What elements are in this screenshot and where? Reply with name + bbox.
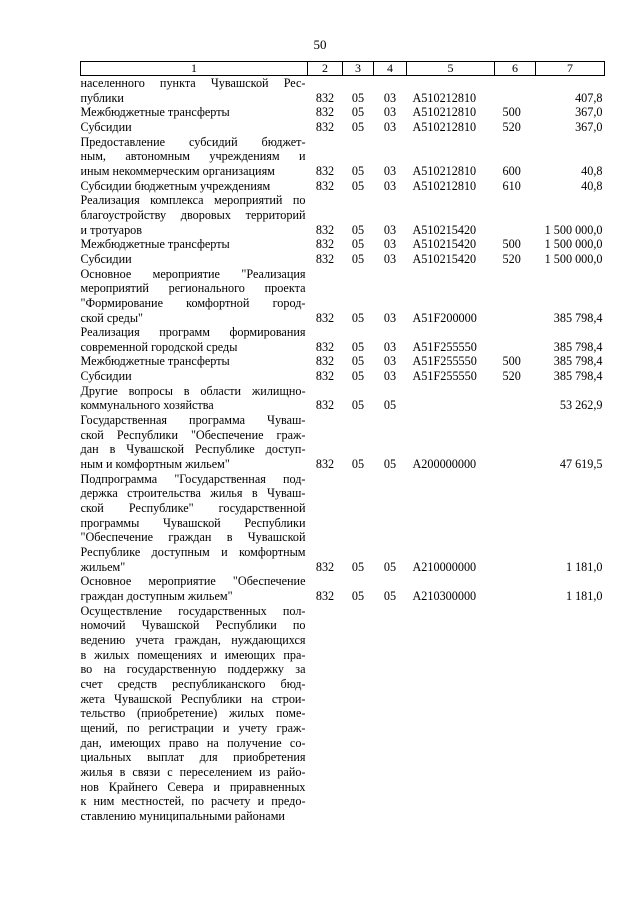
table-row xyxy=(81,574,605,603)
subsection-code: 05 xyxy=(383,457,397,472)
row-name-line: граждан доступным жильем" xyxy=(80,588,233,603)
row-name-line: жилья в связи с переселением из райо- xyxy=(80,764,306,779)
grbs-code: 832 xyxy=(315,559,335,574)
amount: 47 619,5 xyxy=(559,457,603,472)
target-article-code: A510212810 xyxy=(412,178,477,193)
target-article-code: A51F255550 xyxy=(412,354,477,369)
table-row xyxy=(81,193,605,237)
amount: 40,8 xyxy=(581,163,603,178)
target-article-code: A510212810 xyxy=(412,119,477,134)
row-name-line: Межбюджетные трансферты xyxy=(80,105,230,120)
budget-table xyxy=(80,61,605,823)
row-name xyxy=(81,384,308,413)
expense-type-code xyxy=(495,384,536,413)
column-header-3: 3 xyxy=(343,62,374,76)
row-name-line: Реализация комплекса мероприятий по xyxy=(80,193,306,208)
row-name xyxy=(81,252,308,267)
expense-type-code xyxy=(495,574,536,603)
row-name xyxy=(81,325,308,354)
row-name-line: Субсидии бюджетным учреждениям xyxy=(80,178,271,193)
target-article-code: A210000000 xyxy=(412,559,477,574)
row-name xyxy=(81,135,308,179)
grbs-code: 832 xyxy=(315,457,335,472)
expense-type-code: 600 xyxy=(502,163,521,178)
grbs-code: 832 xyxy=(315,369,335,384)
table-row xyxy=(81,354,605,369)
subsection-code: 03 xyxy=(383,310,397,325)
row-name xyxy=(81,604,308,824)
target-article-code: A51F200000 xyxy=(412,310,477,325)
grbs-code: 832 xyxy=(315,354,335,369)
amount: 1 181,0 xyxy=(565,588,603,603)
section-code: 05 xyxy=(351,251,365,266)
amount: 385 798,4 xyxy=(553,310,603,325)
table-row xyxy=(81,267,605,326)
row-name-line: ской среды" xyxy=(80,310,143,325)
row-name-line: жильем" xyxy=(80,559,126,574)
row-name-line: благоустройству дворовых территорий xyxy=(80,207,306,222)
expense-type-code xyxy=(495,413,536,472)
row-name-line: тельство (приобретение) жилых поме- xyxy=(80,706,306,721)
subsection-code: 03 xyxy=(383,237,397,252)
expense-type-code: 520 xyxy=(502,119,521,134)
page-number: 50 xyxy=(313,37,327,52)
row-name xyxy=(81,574,308,603)
subsection-code xyxy=(374,604,407,824)
section-code: 05 xyxy=(351,90,365,105)
amount: 1 500 000,0 xyxy=(544,222,603,237)
subsection-code: 03 xyxy=(383,339,397,354)
amount: 385 798,4 xyxy=(553,339,603,354)
table-row xyxy=(81,179,605,194)
grbs-code: 832 xyxy=(315,251,335,266)
expense-type-code: 520 xyxy=(502,251,521,266)
grbs-code: 832 xyxy=(315,339,335,354)
grbs-code: 832 xyxy=(315,90,335,105)
section-code: 05 xyxy=(351,163,365,178)
target-article-code xyxy=(407,384,495,413)
target-article-code: A510215420 xyxy=(412,237,477,252)
row-name-line: Республике доступным и комфортным xyxy=(80,545,306,559)
row-name-line: населенного пункта Чувашской Рес- xyxy=(80,76,306,90)
amount: 367,0 xyxy=(575,119,603,134)
amount xyxy=(536,604,605,824)
row-name-line: Межбюджетные трансферты xyxy=(80,354,230,369)
amount: 1 181,0 xyxy=(565,559,603,574)
section-code: 05 xyxy=(351,310,365,325)
row-name xyxy=(81,120,308,135)
subsection-code: 03 xyxy=(383,369,397,384)
target-article-code: A210300000 xyxy=(412,588,477,603)
target-article-code: A510212810 xyxy=(412,163,477,178)
row-name-line: держка строительства жилья в Чуваш- xyxy=(80,486,306,501)
subsection-code: 05 xyxy=(383,559,397,574)
section-code: 05 xyxy=(351,237,365,252)
expense-type-code: 610 xyxy=(502,178,521,193)
amount: 385 798,4 xyxy=(553,354,603,369)
amount: 407,8 xyxy=(575,90,603,105)
section-code: 05 xyxy=(351,119,365,134)
row-name-line: публики xyxy=(80,90,124,105)
row-name xyxy=(81,354,308,369)
row-name-line: Осуществление государственных пол- xyxy=(80,603,306,618)
row-name-line: Предоставление субсидий бюджет- xyxy=(80,134,306,149)
section-code: 05 xyxy=(351,369,365,384)
row-name-line: счет средств республиканского бюд- xyxy=(80,676,306,691)
row-name-line: дан, имеющих право на получение со- xyxy=(80,735,306,750)
section-code: 05 xyxy=(351,222,365,237)
row-name xyxy=(81,179,308,194)
expense-type-code: 500 xyxy=(502,237,521,252)
target-article-code: A200000000 xyxy=(412,457,477,472)
table-row xyxy=(81,369,605,384)
column-header-2: 2 xyxy=(308,62,343,76)
row-name-line: дан в Чувашской Республике доступ- xyxy=(80,442,306,457)
subsection-code: 03 xyxy=(383,222,397,237)
subsection-code: 03 xyxy=(383,251,397,266)
target-article-code xyxy=(407,604,495,824)
table-row xyxy=(81,120,605,135)
row-name-line: Субсидии xyxy=(80,251,132,266)
table-row xyxy=(81,135,605,179)
row-name-line: Государственная программа Чуваш- xyxy=(80,413,306,428)
row-name-line: ской Республике" государственной xyxy=(80,501,306,516)
section-code: 05 xyxy=(351,105,365,120)
subsection-code: 05 xyxy=(383,588,397,603)
table-row xyxy=(81,76,605,106)
row-name-line: Межбюджетные трансферты xyxy=(80,237,230,252)
row-name-line: к ним местностей, по расчету и предо- xyxy=(80,794,306,809)
row-name-line: ным и комфортным жильем" xyxy=(80,457,230,472)
row-name-line: "Формирование комфортной город- xyxy=(80,295,306,310)
subsection-code: 03 xyxy=(383,105,397,120)
expense-type-code xyxy=(495,604,536,824)
subsection-code: 03 xyxy=(383,90,397,105)
table-body xyxy=(81,76,605,824)
table-row xyxy=(81,252,605,267)
expense-type-code xyxy=(495,267,536,326)
subsection-code: 03 xyxy=(383,119,397,134)
amount: 367,0 xyxy=(575,105,603,120)
subsection-code: 03 xyxy=(383,354,397,369)
row-name-line: Субсидии xyxy=(80,119,132,134)
row-name-line: ставлению муниципальными районами xyxy=(80,808,285,823)
grbs-code: 832 xyxy=(315,163,335,178)
row-name-line: щений, по регистрации и учету граж- xyxy=(80,720,306,735)
section-code: 05 xyxy=(351,588,365,603)
target-article-code: A510212810 xyxy=(412,90,477,105)
row-name-line: Основное мероприятие "Реализация xyxy=(80,266,306,281)
expense-type-code xyxy=(495,472,536,575)
target-article-code: A510215420 xyxy=(412,222,477,237)
row-name-line: программы Чувашской Республики xyxy=(80,515,306,530)
row-name xyxy=(81,193,308,237)
section-code: 05 xyxy=(351,339,365,354)
amount: 385 798,4 xyxy=(553,369,603,384)
row-name-line: современной городской среды xyxy=(80,339,238,354)
expense-type-code: 520 xyxy=(502,369,521,384)
target-article-code: A510212810 xyxy=(412,105,477,120)
section-code: 05 xyxy=(351,457,365,472)
row-name-line: коммунального хозяйства xyxy=(80,398,214,413)
amount: 1 500 000,0 xyxy=(544,237,603,252)
table-row xyxy=(81,604,605,824)
row-name-line: ным, автономным учреждениям и xyxy=(80,149,306,164)
expense-type-code: 500 xyxy=(502,105,521,120)
row-name-line: нов Крайнего Севера и приравненных xyxy=(80,779,306,794)
row-name xyxy=(81,237,308,252)
row-name-line: иным некоммерческим организациям xyxy=(80,163,275,178)
grbs-code: 832 xyxy=(315,119,335,134)
section-code: 05 xyxy=(351,398,365,413)
amount: 40,8 xyxy=(581,178,603,193)
grbs-code: 832 xyxy=(315,105,335,120)
column-header-4: 4 xyxy=(374,62,407,76)
subsection-code: 03 xyxy=(383,178,397,193)
subsection-code: 05 xyxy=(383,398,397,413)
expense-type-code xyxy=(495,76,536,106)
grbs-code: 832 xyxy=(315,398,335,413)
amount: 1 500 000,0 xyxy=(544,251,603,266)
row-name-line: Реализация программ формирования xyxy=(80,325,306,340)
row-name xyxy=(81,76,308,106)
expense-type-code: 500 xyxy=(502,354,521,369)
section-code: 05 xyxy=(351,178,365,193)
row-name-line: жета Чувашской Республики на строи- xyxy=(80,691,306,706)
row-name-line: Субсидии xyxy=(80,369,132,384)
column-header-7: 7 xyxy=(536,62,605,76)
row-name-line: во на государственную поддержку за xyxy=(80,662,306,677)
table-row xyxy=(81,105,605,120)
table-row xyxy=(81,237,605,252)
column-header-1: 1 xyxy=(81,62,308,76)
row-name xyxy=(81,267,308,326)
row-name-line: "Обеспечение граждан в Чувашской xyxy=(80,530,306,545)
row-name-line: и тротуаров xyxy=(80,222,143,237)
amount: 53 262,9 xyxy=(559,398,603,413)
table-row xyxy=(81,413,605,472)
row-name xyxy=(81,105,308,120)
column-header-5: 5 xyxy=(407,62,495,76)
expense-type-code xyxy=(495,325,536,354)
target-article-code: A51F255550 xyxy=(412,369,477,384)
grbs-code: 832 xyxy=(315,222,335,237)
section-code xyxy=(343,604,374,824)
column-header-6: 6 xyxy=(495,62,536,76)
row-name-line: ской Республики "Обеспечение граж- xyxy=(80,427,306,442)
row-name-line: Основное мероприятие "Обеспечение xyxy=(80,574,306,589)
row-name-line: номочий Чувашской Республики по xyxy=(80,618,306,633)
expense-type-code xyxy=(495,193,536,237)
section-code: 05 xyxy=(351,559,365,574)
grbs-code: 832 xyxy=(315,178,335,193)
row-name xyxy=(81,413,308,472)
section-code: 05 xyxy=(351,354,365,369)
subsection-code: 03 xyxy=(383,163,397,178)
row-name xyxy=(81,472,308,575)
target-article-code: A510215420 xyxy=(412,251,477,266)
grbs-code: 832 xyxy=(315,310,335,325)
grbs-code xyxy=(308,604,343,824)
table-row xyxy=(81,325,605,354)
row-name-line: циальных выплат для приобретения xyxy=(80,750,306,765)
row-name-line: Подпрограмма "Государственная под- xyxy=(80,471,306,486)
row-name-line: в жилых помещениях и имеющих пра- xyxy=(80,647,306,662)
row-name-line: Другие вопросы в области жилищно- xyxy=(80,383,306,398)
grbs-code: 832 xyxy=(315,237,335,252)
table-header xyxy=(81,62,605,76)
row-name xyxy=(81,369,308,384)
grbs-code: 832 xyxy=(315,588,335,603)
row-name-line: ведению учета граждан, нуждающихся xyxy=(80,632,306,647)
target-article-code: A51F255550 xyxy=(412,339,477,354)
table-row xyxy=(81,384,605,413)
row-name-line: мероприятий регионального проекта xyxy=(80,281,306,296)
table-row xyxy=(81,472,605,575)
